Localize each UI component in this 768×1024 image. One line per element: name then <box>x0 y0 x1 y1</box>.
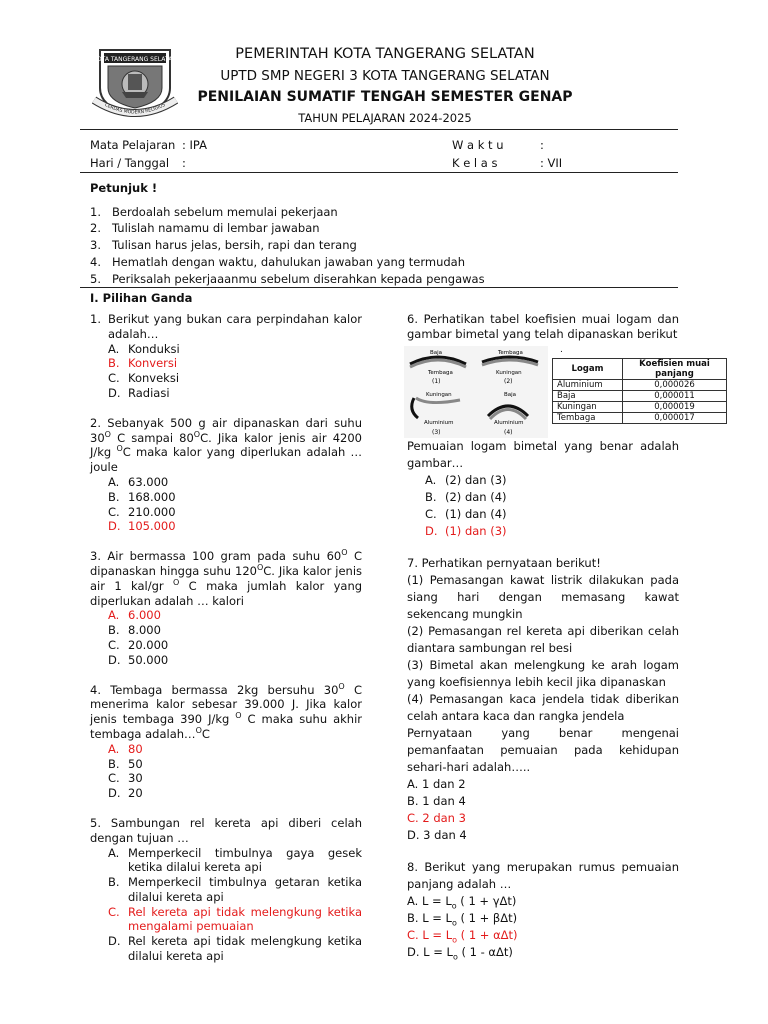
section-title: I. Pilihan Ganda <box>90 291 193 305</box>
q4-option-d[interactable]: D. 20 <box>108 786 143 801</box>
subject-label: Mata Pelajaran <box>90 138 176 152</box>
q3-option-d[interactable]: D. 50.000 <box>108 652 169 667</box>
strip-4-number: (4) <box>504 429 513 436</box>
header-government: PEMERINTAH KOTA TANGERANG SELATAN <box>235 46 535 62</box>
q4-option-a[interactable]: A. 80 <box>108 741 143 756</box>
q8-option-d[interactable]: D. $L = L_o$ ( 1 - αΔt) <box>407 945 513 962</box>
q3-option-c[interactable]: C. 20.000 <box>108 637 169 652</box>
header-divider <box>80 129 678 130</box>
time-value: : <box>540 138 544 152</box>
question-7 <box>407 555 679 844</box>
q7-question: Pernyataan yang benar mengenai pemanfaatan pemuaian pada kehidupan sehari-hari adalah….. <box>407 726 679 774</box>
q7-option-d[interactable]: D. 3 dan 4 <box>407 828 467 842</box>
q1-option-d[interactable]: D. Radiasi <box>108 385 170 400</box>
header-exam-title: PENILAIAN SUMATIF TENGAH SEMESTER GENAP <box>197 89 573 105</box>
question-4 <box>90 683 362 801</box>
question-7-title: 7. Perhatikan pernyataan berikut! <box>407 556 601 570</box>
strip-2-number: (2) <box>504 378 513 385</box>
left-column <box>90 312 362 964</box>
q6-option-b[interactable]: B. (2) dan (4) <box>425 490 507 504</box>
table-header-coefficient: Koefisien muai panjang <box>623 359 727 380</box>
strip-4-top-label: Baja <box>504 392 517 398</box>
strip-1-bottom-label: Tembaga <box>428 370 453 376</box>
question-5-text: 5. Sambungan rel kereta api diberi celah dengan tujuan … <box>90 815 362 845</box>
q5-option-c[interactable]: C. Rel kereta api tidak melengkung ketika mengalami pemuaian <box>108 904 362 934</box>
q7-statement-2: (2) Pemasangan rel kereta api diberikan celah diantara sambungan rel besi <box>407 624 679 655</box>
subject-value: : IPA <box>182 138 207 152</box>
stray-dot: . <box>560 345 563 355</box>
date-label: Hari / Tanggal <box>90 156 170 170</box>
q1-option-b[interactable]: B. Konversi <box>108 356 178 371</box>
header-school: UPTD SMP NEGERI 3 KOTA TANGERANG SELATAN <box>220 68 550 84</box>
logo-top-text: KOTA TANGERANG SELATAN <box>93 56 177 63</box>
q5-option-a[interactable]: A. Memperkecil timbulnya gaya gesek ketika dilalui kereta api <box>108 845 362 875</box>
q3-option-b[interactable]: B. 8.000 <box>108 623 161 638</box>
q2-option-b[interactable]: B. 168.000 <box>108 489 176 504</box>
date-value: : <box>182 156 186 170</box>
strip-2-top-label: Tembaga <box>498 350 523 356</box>
table-row: Tembaga 0,000017 <box>553 413 727 424</box>
header-year: TAHUN PELAJARAN 2024-2025 <box>298 111 472 125</box>
q8-option-b[interactable]: B. $L = L_o$ ( 1 + βΔt) <box>407 911 518 928</box>
q6-option-a[interactable]: A. (2) dan (3) <box>425 473 507 487</box>
q5-option-b[interactable]: B. Memperkecil timbulnya getaran ketika dilalui kereta api <box>108 875 362 904</box>
q2-option-c[interactable]: C. 210.000 <box>108 504 176 519</box>
q7-statement-3: (3) Bimetal akan melengkung ke arah logam yang koefisiennya lebih kecil jika dipanaskan <box>407 658 679 689</box>
q7-statement-4: (4) Pemasangan kaca jendela tidak diberikan celah antara kaca dan rangka jendela <box>407 692 679 723</box>
strip-2-bottom-label: Kuningan <box>496 370 522 376</box>
q7-statement-1: (1) Pemasangan kawat listrik dilakukan pada siang hari dengan memasang kawat sekencang mungkin <box>407 573 679 621</box>
class-label: K e l a s <box>452 156 498 170</box>
instruction-item: 2. Tulislah namamu di lembar jawaban <box>90 221 320 235</box>
q4-option-c[interactable]: C. 30 <box>108 771 143 786</box>
city-logo <box>92 44 178 120</box>
q7-option-c[interactable]: C. 2 dan 3 <box>407 811 466 825</box>
question-4-text: 4. Tembaga bermassa 2kg bersuhu $30^O$ C menerima kalor sebesar 39.000 J. Jika kalor jenis tembaga 390 J/kg $^O$ C maka suhu akhir tembaga adalah…$^O$C <box>90 681 363 741</box>
question-3-text: 3. Air bermassa 100 gram pada suhu $60^O$ C dipanaskan hingga suhu $120^OC$. Jika kalor jenis air 1 kal/gr $^O$ C maka jumlah kalor yang diperlukan adalah … kalori <box>90 548 363 608</box>
question-6-question: Pemuaian logam bimetal yang benar adalah gambar… <box>407 439 679 470</box>
q1-option-a[interactable]: A. Konduksi <box>108 341 180 356</box>
instructions-title: Petunjuk ! <box>90 181 158 195</box>
q5-option-d[interactable]: D. Rel kereta api tidak melengkung ketika dilalui kereta api <box>108 934 362 964</box>
coefficient-table <box>552 358 727 424</box>
instruction-item: 5. Periksalah pekerjaaanmu sebelum diserahkan kepada pengawas <box>90 272 485 286</box>
question-6-text: 6. Perhatikan tabel koefisien muai logam dan gambar bimetal yang telah dipanaskan berikut <box>407 312 679 341</box>
q4-option-b[interactable]: B. 50 <box>108 756 143 771</box>
q7-option-b[interactable]: B. 1 dan 4 <box>407 794 466 808</box>
strip-3-top-label: Kuningan <box>426 392 452 398</box>
q6-option-d[interactable]: D. (1) dan (3) <box>425 524 507 538</box>
table-header-metal: Logam <box>553 359 623 380</box>
strip-4-bottom-label: Aluminium <box>494 420 524 426</box>
q2-option-a[interactable]: A. 63.000 <box>108 474 169 489</box>
question-2 <box>90 416 362 534</box>
strip-1-number: (1) <box>432 378 441 385</box>
q7-option-a[interactable]: A. 1 dan 2 <box>407 777 466 791</box>
logo-emblem-icon <box>92 44 178 120</box>
info-divider <box>80 172 678 173</box>
time-label: W a k t u <box>452 138 504 152</box>
q3-option-a[interactable]: A. 6.000 <box>108 608 161 623</box>
instructions-divider <box>80 287 678 288</box>
strip-3-bottom-label: Aluminium <box>424 420 454 426</box>
question-8-text: 8. Berikut yang merupakan rumus pemuaian panjang adalah … <box>407 860 679 891</box>
question-8 <box>407 859 679 961</box>
q6-option-c[interactable]: C. (1) dan (4) <box>425 507 507 521</box>
question-2-text: 2. Sebanyak 500 g air dipanaskan dari suhu $30^O$ C sampai $80^OC$. Jika kalor jenis air 4200 J/kg $^O$C maka kalor yang diperlukan adalah … joule <box>90 415 363 475</box>
instruction-item: 3. Tulisan harus jelas, bersih, rapi dan terang <box>90 238 357 252</box>
q2-option-d[interactable]: D. 105.000 <box>108 519 176 534</box>
question-5 <box>90 816 362 964</box>
instruction-item: 4. Hematlah dengan waktu, dahulukan jawaban yang termudah <box>90 255 466 269</box>
table-row: Kuningan 0,000019 <box>553 402 727 413</box>
strip-1-top-label: Baja <box>430 350 443 356</box>
right-column <box>407 438 679 961</box>
class-value: : VII <box>540 156 563 170</box>
question-1: 1. Berikut yang bukan cara perpindahan kalor adalah… A. Konduksi B. Konversi C. Konveksi D. Radiasi <box>90 312 362 400</box>
table-row: Aluminium 0,000026 <box>553 380 727 391</box>
question-3 <box>90 549 362 667</box>
logo-bottom-text: CERDAS MODERN RELIGIUS <box>103 102 167 116</box>
q1-option-c[interactable]: C. Konveksi <box>108 371 180 386</box>
bimetal-figure <box>404 346 548 438</box>
q8-option-a[interactable]: A. $L = L_o$ ( 1 + γΔt) <box>407 894 517 911</box>
table-row: Baja 0,000011 <box>553 391 727 402</box>
q8-option-c[interactable]: C. $L = L_o$ ( 1 + αΔt) <box>407 928 518 945</box>
instruction-item: 1. Berdoalah sebelum memulai pekerjaan <box>90 205 338 219</box>
strip-3-number: (3) <box>432 429 441 436</box>
question-1-text: Berikut yang bukan cara perpindahan kalor adalah… <box>108 312 362 341</box>
